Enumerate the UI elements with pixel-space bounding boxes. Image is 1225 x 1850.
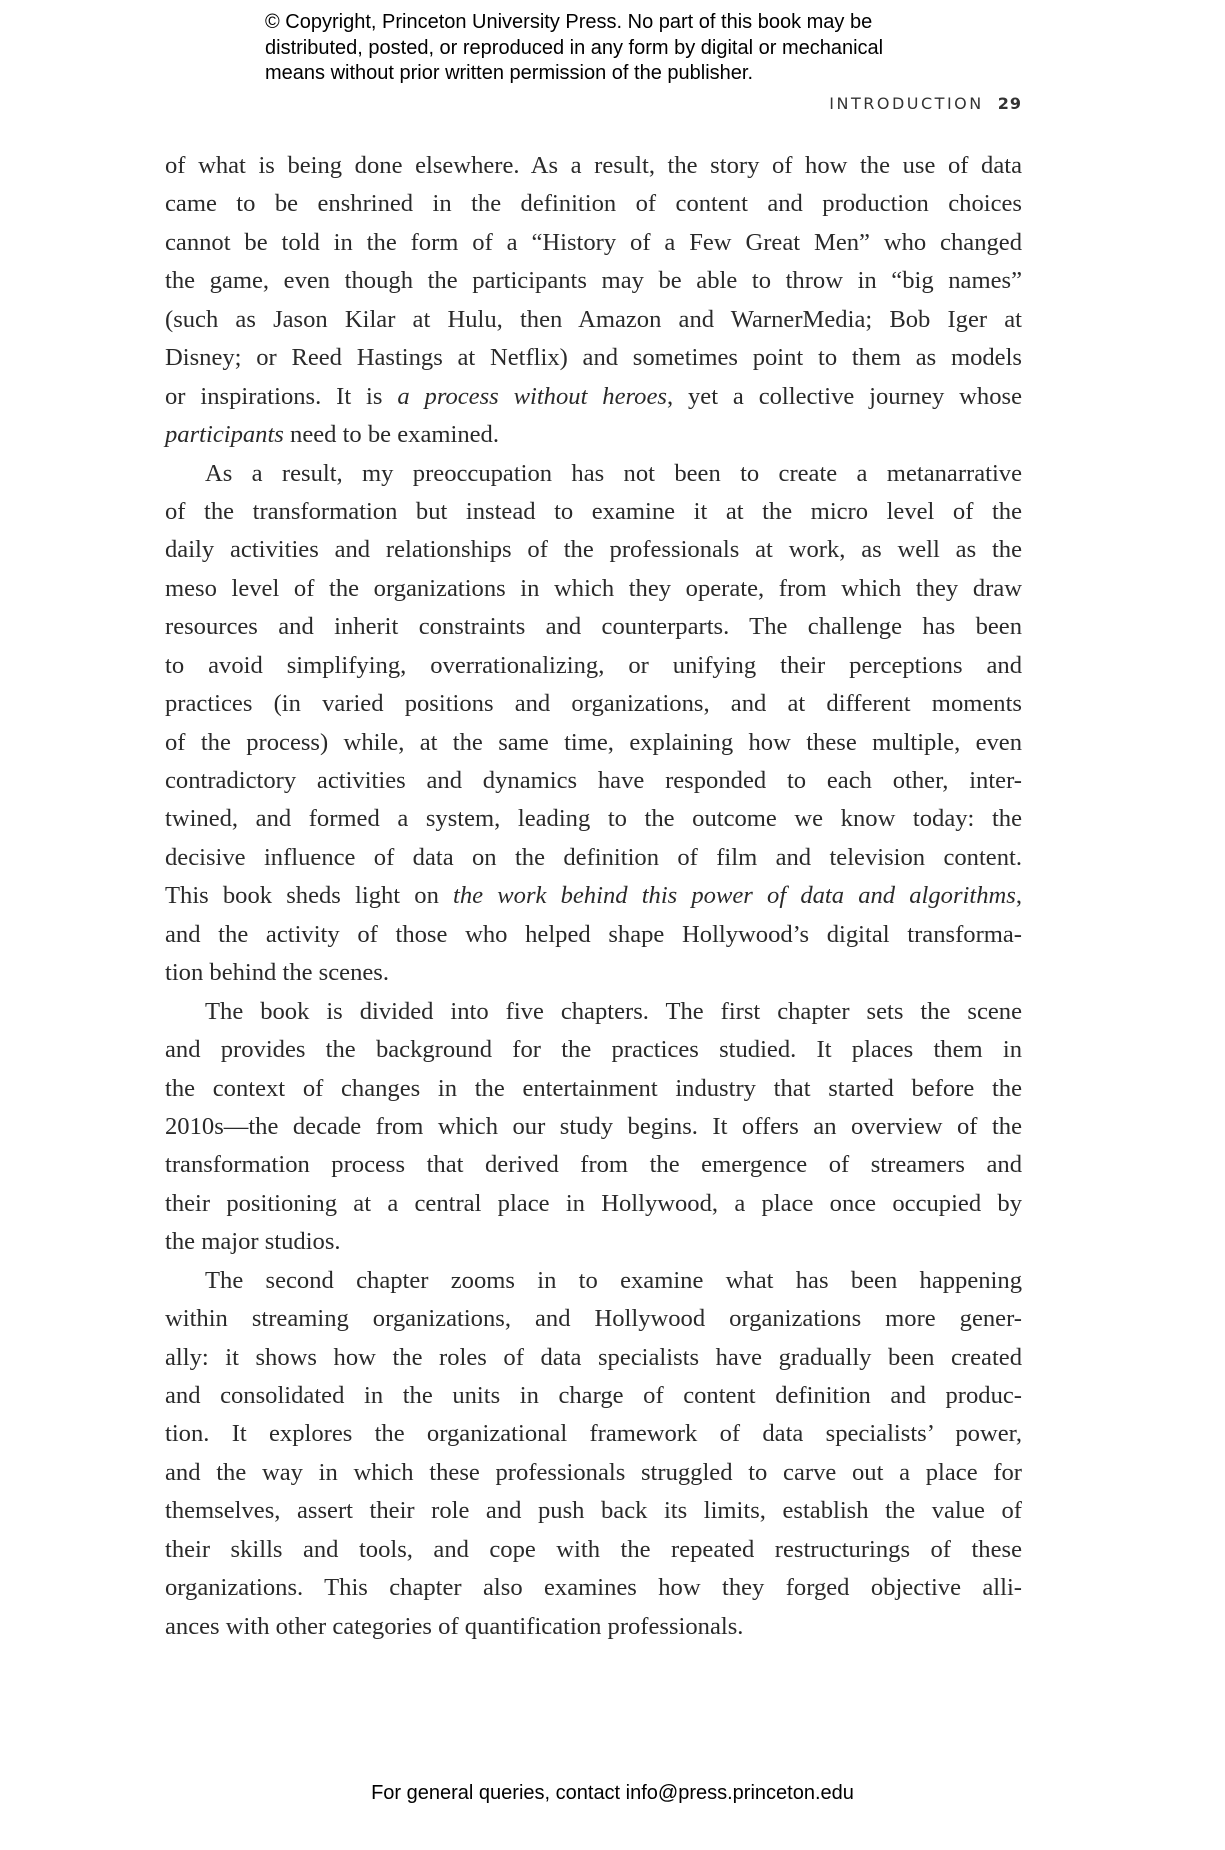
text-line bbox=[165, 262, 1022, 300]
text-line bbox=[165, 877, 1022, 915]
text-segment: and the activity of those who helped shape Hollywood’s digital transforma- bbox=[165, 920, 1022, 948]
text-line bbox=[165, 224, 1022, 262]
body-text bbox=[165, 147, 1022, 1646]
text-segment: Disney; or Reed Hastings at Netflix) and sometimes point to them as models bbox=[165, 344, 1022, 372]
page-number: 29 bbox=[997, 94, 1022, 113]
text-line bbox=[165, 493, 1022, 531]
text-line bbox=[165, 1185, 1022, 1223]
text-line bbox=[165, 1377, 1022, 1415]
paragraph bbox=[165, 993, 1022, 1262]
text-segment: 2010s—the decade from which our study begins. It offers an overview of the bbox=[165, 1112, 1022, 1140]
text-segment: contradictory activities and dynamics have responded to each other, inter- bbox=[165, 767, 1022, 794]
text-segment: organizations. This chapter also examines how they forged objective alli- bbox=[165, 1574, 1022, 1602]
text-line bbox=[165, 1339, 1022, 1377]
text-segment: came to be enshrined in the definition of content and production choices bbox=[165, 190, 1022, 218]
text-segment: The second chapter zooms in to examine what has been happening bbox=[205, 1266, 1022, 1294]
text-line bbox=[165, 570, 1022, 608]
text-line bbox=[165, 1031, 1022, 1069]
text-segment: the major studios. bbox=[165, 1228, 341, 1256]
text-line bbox=[165, 147, 1022, 185]
text-line bbox=[165, 1262, 1022, 1300]
text-segment: their skills and tools, and cope with the repeated restructurings of these bbox=[165, 1535, 1022, 1563]
text-segment: meso level of the organizations in which they operate, from which they draw bbox=[165, 574, 1022, 602]
text-segment: tion behind the scenes. bbox=[165, 959, 390, 987]
text-line bbox=[165, 839, 1022, 877]
text-segment: daily activities and relationships of the professionals at work, as well as the bbox=[165, 536, 1022, 564]
text-line bbox=[165, 1300, 1022, 1338]
text-line bbox=[165, 1415, 1022, 1453]
text-line bbox=[165, 954, 1022, 992]
text-line bbox=[165, 378, 1022, 416]
text-segment: , bbox=[1015, 882, 1022, 910]
text-segment: (such as Jason Kilar at Hulu, then Amazon and WarnerMedia; Bob Iger at bbox=[165, 305, 1022, 333]
italic-text: a process without heroes bbox=[397, 382, 667, 410]
text-segment: This book sheds light on bbox=[165, 882, 454, 910]
text-segment: within streaming organizations, and Hollywood organizations more gener- bbox=[165, 1305, 1022, 1333]
text-line bbox=[165, 647, 1022, 685]
text-segment: , yet a collective journey whose bbox=[666, 382, 1022, 410]
text-segment: practices (in varied positions and organizations, and at different moments bbox=[165, 690, 1022, 718]
text-line bbox=[165, 800, 1022, 838]
text-line bbox=[165, 1569, 1022, 1607]
text-line bbox=[165, 1492, 1022, 1530]
text-line bbox=[165, 339, 1022, 377]
italic-text: the work behind this power of data and algorithms bbox=[453, 882, 1016, 910]
text-line bbox=[165, 685, 1022, 723]
paragraph bbox=[165, 147, 1022, 455]
text-segment: the game, even though the participants may be able to throw in “big names” bbox=[165, 267, 1022, 295]
section-title: INTRODUCTION bbox=[829, 94, 984, 113]
text-line bbox=[165, 1531, 1022, 1569]
text-line bbox=[165, 608, 1022, 646]
paragraph bbox=[165, 455, 1022, 993]
text-segment: ances with other categories of quantification professionals. bbox=[165, 1612, 744, 1640]
text-segment: cannot be told in the form of a “History of a Few Great Men” who changed bbox=[165, 228, 1022, 256]
text-line bbox=[165, 301, 1022, 339]
text-segment: need to be examined. bbox=[283, 421, 499, 449]
text-segment: themselves, assert their role and push back its limits, establish the value of bbox=[165, 1497, 1022, 1525]
copyright-line: means without prior written permission of the publisher. bbox=[265, 62, 754, 84]
text-line bbox=[165, 762, 1022, 800]
text-segment: or inspirations. It is bbox=[165, 382, 398, 410]
text-line bbox=[165, 1108, 1022, 1146]
text-segment: to avoid simplifying, overrationalizing, or unifying their perceptions and bbox=[165, 651, 1022, 679]
text-line bbox=[165, 1454, 1022, 1492]
text-line bbox=[165, 724, 1022, 762]
text-segment: ally: it shows how the roles of data specialists have gradually been created bbox=[165, 1343, 1022, 1371]
text-segment: of the transformation but instead to examine it at the micro level of the bbox=[165, 497, 1022, 525]
copyright-notice bbox=[265, 10, 883, 87]
text-segment: The book is divided into five chapters. The first chapter sets the scene bbox=[205, 997, 1022, 1025]
text-segment: twined, and formed a system, leading to the outcome we know today: the bbox=[165, 805, 1022, 833]
text-segment: decisive influence of data on the definition of film and television content. bbox=[165, 843, 1022, 871]
copyright-line: distributed, posted, or reproduced in any form by digital or mechanical bbox=[265, 36, 884, 59]
text-segment: and consolidated in the units in charge of content definition and produc- bbox=[165, 1382, 1022, 1409]
text-segment: and the way in which these professionals struggled to carve out a place for bbox=[165, 1458, 1022, 1486]
italic-text: participants bbox=[165, 421, 284, 449]
text-line bbox=[165, 1223, 1022, 1261]
text-segment: of what is being done elsewhere. As a result, the story of how the use of data bbox=[165, 152, 1022, 179]
text-line bbox=[165, 1146, 1022, 1184]
text-segment: the context of changes in the entertainment industry that started before the bbox=[165, 1074, 1022, 1102]
paragraph bbox=[165, 1262, 1022, 1646]
text-line bbox=[165, 993, 1022, 1031]
text-segment: transformation process that derived from the emergence of streamers and bbox=[165, 1151, 1022, 1179]
text-segment: of the process) while, at the same time, explaining how these multiple, even bbox=[165, 728, 1022, 756]
text-line bbox=[165, 185, 1022, 223]
text-line bbox=[165, 1608, 1022, 1646]
running-head bbox=[829, 94, 1022, 113]
footer-contact: For general queries, contact info@press.princeton.edu bbox=[371, 1782, 854, 1804]
copyright-line: © Copyright, Princeton University Press. No part of this book may be bbox=[265, 11, 873, 33]
text-line bbox=[165, 916, 1022, 954]
text-segment: and provides the background for the practices studied. It places them in bbox=[165, 1036, 1022, 1064]
text-segment: their positioning at a central place in Hollywood, a place once occupied by bbox=[165, 1189, 1022, 1217]
text-segment: tion. It explores the organizational framework of data specialists’ power, bbox=[165, 1420, 1022, 1448]
text-line bbox=[165, 531, 1022, 569]
text-line bbox=[165, 455, 1022, 493]
text-segment: As a result, my preoccupation has not been to create a metanarrative bbox=[205, 459, 1022, 487]
text-segment: resources and inherit constraints and counterparts. The challenge has been bbox=[165, 613, 1022, 641]
text-line bbox=[165, 416, 1022, 454]
text-line bbox=[165, 1070, 1022, 1108]
